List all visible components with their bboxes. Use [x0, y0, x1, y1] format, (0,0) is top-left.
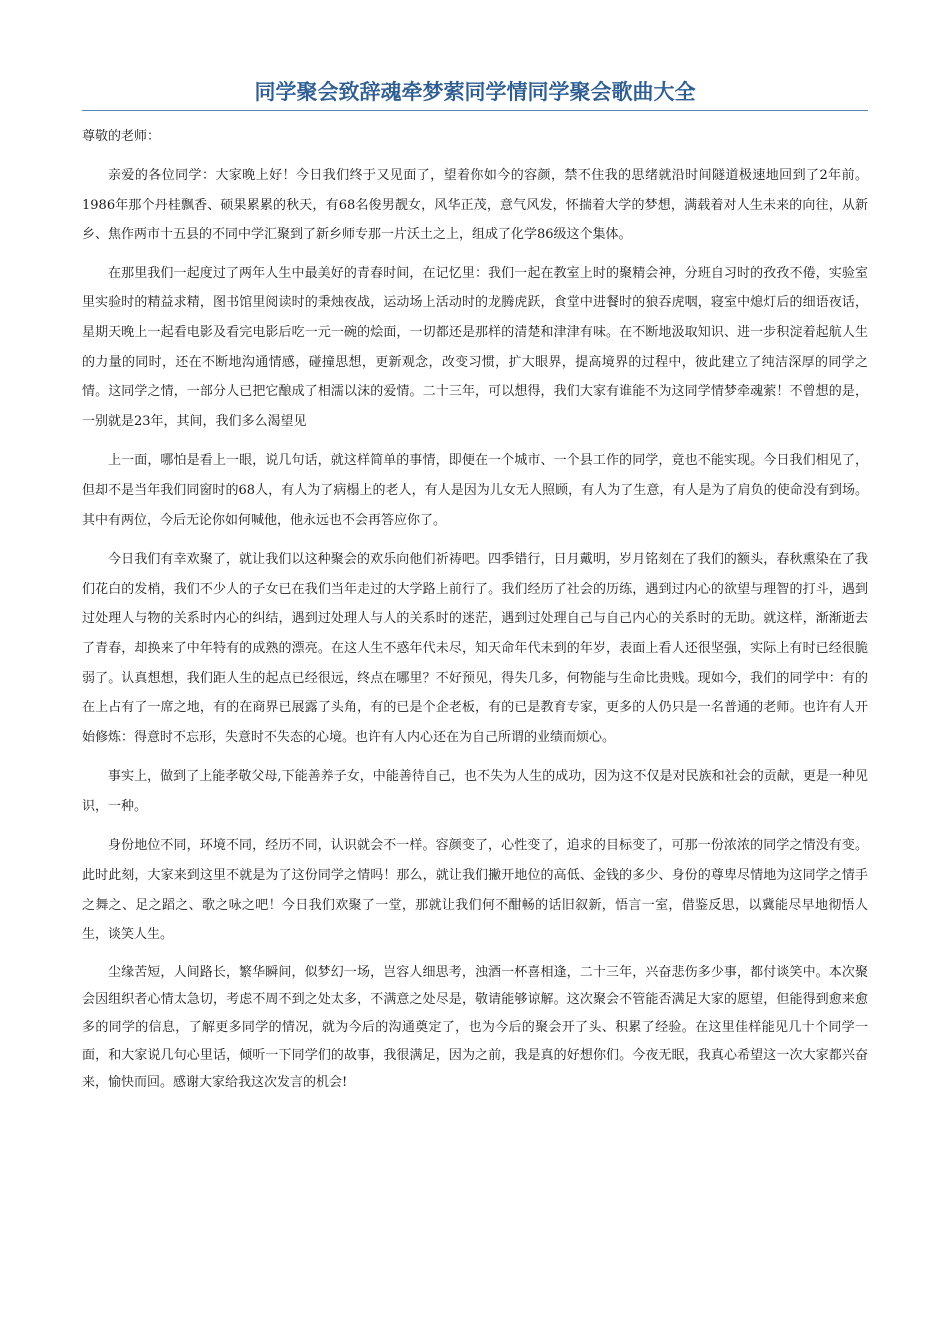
salutation: 尊敬的老师： — [82, 129, 161, 144]
paragraph-1: 亲爱的各位同学：大家晚上好！今日我们终于又见面了，望着你如今的容颜，禁不住我的思绪就沿时间隧道极速地回到了2年前。1986年那个丹桂飘香、硕果累累的秋天，有68名俊男靓女，风华正茂，意气风发，怀揣着大学的梦想，满载着对人生未来的向往，从新乡、焦作两市十五县的不同中学汇聚到了新乡师专那一片沃土之上，组成了化学86级这个集体。 — [82, 168, 868, 243]
paragraph-3: 上一面，哪怕是看上一眼，说几句话，就这样简单的事情，即便在一个城市、一个县工作的同学，竟也不能实现。今日我们相见了，但却不是当年我们同窗时的68人，有人为了病榻上的老人，有人是因为儿女无人照顾，有人为了生意，有人是为了肩负的使命没有到场。其中有两位，今后无论你如何喊他，他永远也不会再答应你了。 — [82, 453, 868, 528]
paragraph-2: 在那里我们一起度过了两年人生中最美好的青春时间，在记忆里：我们一起在教室上时的聚精会神，分班自习时的孜孜不倦，实验室里实验时的精益求精，图书馆里阅读时的秉烛夜战，运动场上活动时的龙腾虎跃，食堂中进餐时的狼吞虎咽，寝室中熄灯后的细语夜话，星期天晚上一起看电影及看完电影后吃一元一碗的烩面，一切都还是那样的清楚和津津有味。在不断地汲取知识、进一步积淀着起航人生的力量的同时，还在不断地沟通情感，碰撞思想，更新观念，改变习惯，扩大眼界，提高境界的过程中，彼此建立了纯洁深厚的同学之情。这同学之情，一部分人已把它酿成了相濡以沫的爱情。二十三年，可以想得，我们大家有谁能不为这同学情梦牵魂萦！不曾想的是，一别就是23年，其间，我们多么渴望见 — [82, 265, 868, 429]
paragraph-4: 今日我们有幸欢聚了，就让我们以这种聚会的欢乐向他们祈祷吧。四季错行，日月戴明，岁月铭刻在了我们的额头，春秋熏染在了我们花白的发梢，我们不少人的子女已在我们当年走过的大学路上前行了。我们经历了社会的历练，遇到过内心的欲望与理智的打斗，遇到过处理人与物的关系时内心的纠结，遇到过处理人与人的关系时的迷茫，遇到过处理自己与自己内心的关系时的无助。就这样，渐渐逝去了青春，却换来了中年特有的成熟的漂亮。在这人生不惑年代未尽，知天命年代未到的年岁，表面上看人还很坚强，实际上有时已经很脆弱了。认真想想，我们距人生的起点已经很远，终点在哪里？不好预见，得失几多，何物能与生命比贵贱。现如今，我们的同学中：有的在上占有了一席之地，有的在商界已展露了头角，有的已是个企老板，有的已是教育专家，更多的人仍只是一名普通的老师。也许有人开始修炼：得意时不忘形，失意时不失态的心境。也许有人内心还在为自己所谓的业绩而烦心。 — [82, 552, 868, 745]
paragraph-7: 尘缘苦短，人间路长，繁华瞬间，似梦幻一场，岂容人细思考，浊酒一杯喜相逢，二十三年，兴奋悲伤多少事，都付谈笑中。本次聚会因组织者心情太急切，考虑不周不到之处太多，不满意之处尽是，敬请能够谅解。这次聚会不管能否满足大家的愿望，但能得到愈来愈多的同学的信息，了解更多同学的情况，就为今后的沟通奠定了，也为今后的聚会开了头、积累了经验。在这里佳样能见几十个同学一面，和大家说几句心里话，倾听一下同学们的故事，我很满足，因为之前，我是真的好想你们。今夜无眠，我真心希望这一次大家都兴奋来，愉快而回。感谢大家给我这次发言的机会! — [82, 964, 868, 1091]
paragraph-6: 身份地位不同，环境不同，经历不同，认识就会不一样。容颜变了，心性变了，追求的目标变了，可那一份浓浓的同学之情没有变。此时此刻，大家来到这里不就是为了这份同学之情吗！那么，就让我们撇开地位的高低、金钱的多少、身份的尊卑尽情地为这同学之情手之舞之、足之蹈之、歌之咏之吧！今日我们欢聚了一堂，那就让我们何不酣畅的话旧叙新，悟言一室，借鉴反思，以冀能尽早地彻悟人生，谈笑人生。 — [82, 838, 868, 943]
document-page — [82, 76, 868, 1097]
document-title: 同学聚会致辞魂牵梦萦同学情同学聚会歌曲大全 — [82, 76, 868, 111]
paragraph-5: 事实上，做到了上能孝敬父母,下能善养子女，中能善待自己，也不失为人生的成功，因为这不仅是对民族和社会的贡献，更是一种见识，一种。 — [82, 769, 868, 814]
